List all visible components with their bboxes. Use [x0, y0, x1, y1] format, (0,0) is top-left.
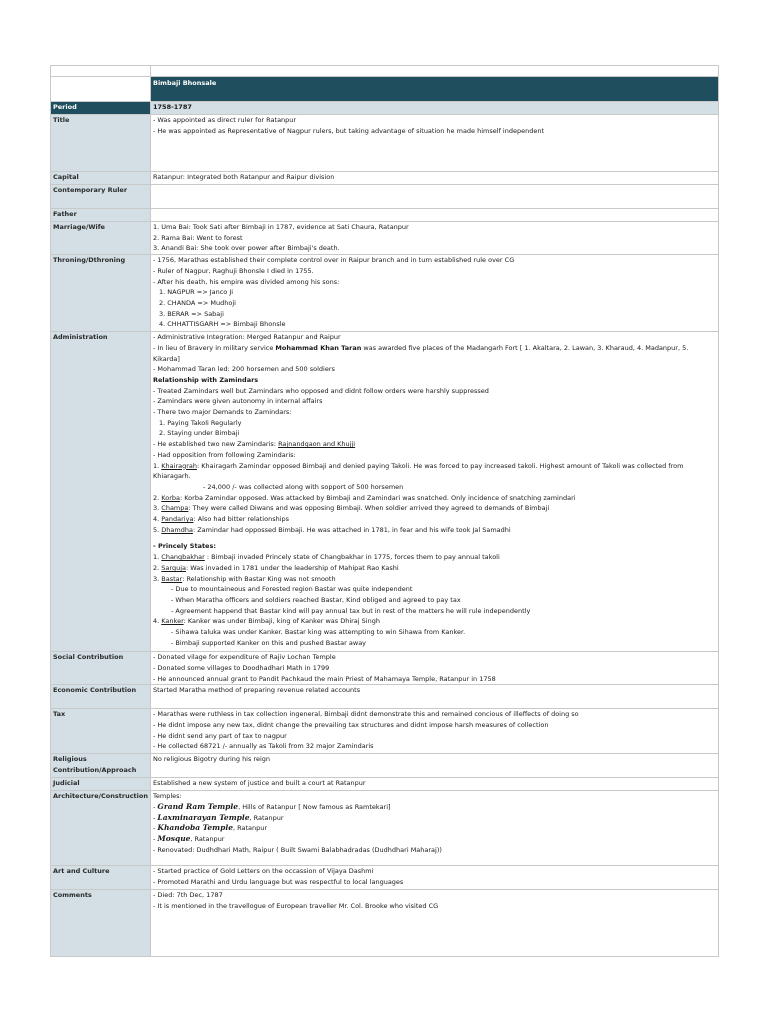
- text-run-underlined: Khairagrah: [161, 461, 198, 470]
- row-religious: [51, 754, 719, 778]
- text-line: Temples:: [153, 792, 182, 801]
- value-period: 1758-1787: [151, 102, 719, 115]
- value-marriage: [151, 222, 719, 255]
- temple-name: Khandoba Temple: [157, 823, 233, 833]
- value-father: [151, 209, 719, 222]
- text-run-bold: Mohammad Khan Taran: [275, 343, 362, 352]
- row-contemporary: [51, 185, 719, 209]
- text-run: : Khairagarh Zamindar opposed Bimbaji and denied paying Takoli. He was forced to pay increased takoli. Highest amount of Takoli was collected from Khiaragarh.: [153, 461, 684, 481]
- row-administration: [51, 332, 719, 652]
- text-run-underlined: Champa: [161, 504, 189, 513]
- text-line: - Started practice of Gold Letters on the occassion of Vijaya Dashmi: [153, 867, 374, 876]
- text-run: : They were called Diwans and was opposing Bimbaji. When soldier arrived they agreed to demands of Bimbaji: [188, 504, 550, 513]
- top-spacer-row: [51, 66, 719, 77]
- text-line: - Ruler of Nagpur, Raghuji Bhonsle I died in 1755.: [153, 266, 314, 275]
- row-father: [51, 209, 719, 222]
- text-line: - Was appointed as direct ruler for Ratanpur: [153, 116, 297, 124]
- label-economic: Economic Contribution: [51, 685, 151, 709]
- text-line: 3. Anandi Bai: She took over power after Bimbaji's death.: [153, 244, 340, 253]
- text-line: [153, 514, 716, 525]
- text-line: 1. NAGPUR => Janco Ji: [159, 288, 234, 297]
- row-art: [51, 866, 719, 890]
- text-run-underlined: Pandariya: [161, 515, 194, 524]
- text-line: [153, 834, 716, 845]
- text-line: [153, 574, 716, 585]
- text-line: - Died: 7th Dec, 1787: [153, 891, 223, 900]
- subheading: - Princely States:: [153, 542, 216, 551]
- text-run: 2.: [153, 493, 162, 502]
- ruler-profile-table: [50, 65, 719, 957]
- value-economic: Started Maratha method of preparing revenue related accounts: [151, 685, 719, 709]
- text-line: 1. Paying Takoli Regularly: [159, 418, 242, 427]
- text-line: [153, 343, 716, 364]
- text-line: 2. CHANDA => Mudhoji: [159, 298, 236, 307]
- row-architecture: [51, 791, 719, 866]
- text-line: 4. CHHATTISGARH => Bimbaji Bhonsle: [159, 320, 286, 329]
- text-run: -: [153, 813, 158, 822]
- header-blank-cell: [51, 77, 151, 102]
- text-line: - Donated some villages to Doodhadhari Math in 1799: [153, 663, 330, 672]
- label-tax: Tax: [51, 709, 151, 754]
- text-line: - He didnt send any part of tax to nagpur: [153, 731, 287, 740]
- value-comments: [151, 890, 719, 957]
- value-social: [151, 652, 719, 685]
- text-line: - Sihawa taluka was under Kanker. Bastar king was attempting to win Sihawa from Kanker.: [171, 628, 466, 637]
- text-run: : Bimbaji invaded Princely state of Changbakhar in 1775, forces them to pay annual takoli: [204, 553, 500, 562]
- row-throning: [51, 255, 719, 332]
- text-line: 3. BERAR => Sabaji: [159, 309, 224, 318]
- label-religious: Religious Contribution/Approach: [51, 754, 151, 778]
- text-run-underlined: Rajnandgaon and Khujji: [278, 440, 356, 449]
- text-run: - He established two new Zamindaris:: [153, 440, 279, 449]
- text-run-underlined: Korba: [161, 493, 180, 502]
- subheading: Relationship with Zamindars: [153, 375, 259, 384]
- text-line: - When Maratha officers and soldiers reached Bastar, Kind obliged and agreed to pay tax: [171, 595, 461, 604]
- temple-name: Laxminarayan Temple: [157, 812, 250, 822]
- text-run: : Zamindar had oppossed Bimbaji. He was attached in 1781, in fear and his wife took Jal Samadhi: [192, 525, 511, 534]
- text-run: : Korba Zamindar opposed. Was attacked by Bimbaji and Zamindari was snatched. Only incidence of snatching zamindari: [179, 493, 576, 502]
- spacer-cell: [51, 66, 151, 77]
- text-run: -: [153, 835, 158, 844]
- label-title: Title: [51, 115, 151, 172]
- value-title: [151, 115, 719, 172]
- text-line: - Mohammad Taran led: 200 horsemen and 500 soldiers: [153, 365, 335, 374]
- label-comments: Comments: [51, 890, 151, 957]
- text-line: - He was appointed as Representative of Nagpur rulers, but taking advantage of situation he made himself independent: [153, 126, 545, 135]
- text-line: [153, 813, 716, 824]
- text-run: : Was invaded in 1781 under the leadership of Mahipat Rao Kashi: [185, 563, 399, 572]
- temple-name: Grand Ram Temple: [157, 801, 239, 811]
- text-line: [153, 461, 716, 482]
- text-run: 3.: [153, 574, 162, 583]
- text-line: - After his death, his empire was divided among his sons:: [153, 277, 340, 286]
- label-administration: Administration: [51, 332, 151, 652]
- text-line: - Bimbaji supported Kanker on this and pushed Bastar away: [171, 638, 367, 647]
- text-line: - Donated vilage for expenditure of Rajiv Lochan Temple: [153, 653, 336, 662]
- text-run: , Ratanpur: [249, 813, 284, 822]
- text-line: [153, 503, 716, 514]
- text-line: [153, 616, 716, 627]
- text-line: - 24,000 /- was collected along with sopport of 500 horsemen: [203, 482, 404, 491]
- text-line: - Due to mountaineous and Forested region Bastar was quite independent: [171, 585, 413, 594]
- text-run: 4.: [153, 617, 162, 626]
- label-father: Father: [51, 209, 151, 222]
- text-run: 5.: [153, 525, 162, 534]
- label-capital: Capital: [51, 172, 151, 185]
- text-run: : Kanker was under Bimbaji, king of Kanker was Dhiraj Singh: [183, 617, 380, 626]
- text-run: 1.: [153, 461, 162, 470]
- text-run-underlined: Sarguja: [161, 563, 186, 572]
- row-marriage: [51, 222, 719, 255]
- value-throning: [151, 255, 719, 332]
- text-line: 1. Uma Bai: Took Sati after Bimbaji in 1787, evidence at Sati Chaura, Ratanpur: [153, 223, 409, 231]
- text-line: [153, 493, 716, 504]
- value-architecture: [151, 791, 719, 866]
- text-run: 4.: [153, 515, 162, 524]
- text-line: [153, 439, 716, 450]
- row-period: [51, 102, 719, 115]
- text-run: 1.: [153, 553, 162, 562]
- text-run-underlined: Kanker: [161, 617, 184, 626]
- row-comments: [51, 890, 719, 957]
- label-marriage: Marriage/Wife: [51, 222, 151, 255]
- value-art: [151, 866, 719, 890]
- text-run: 3.: [153, 504, 162, 513]
- value-religious: No religious Bigotry during his reign: [151, 754, 719, 778]
- text-line: - Promoted Marathi and Urdu language but was respectful to local languages: [153, 877, 404, 886]
- spacer-cell: [151, 66, 719, 77]
- row-capital: [51, 172, 719, 185]
- text-run: -: [153, 802, 158, 811]
- page-title: Bimbaji Bhonsale: [151, 77, 719, 102]
- text-line: - Marathas were ruthless in tax collection ingeneral, Bimbaji didnt demonstrate this and remained concious of illeffects of doing so: [153, 710, 579, 719]
- text-line: 2. Rama Bai: Went to forest: [153, 233, 243, 242]
- value-capital: Ratanpur: Integrated both Ratanpur and Raipur division: [151, 172, 719, 185]
- text-line: - Zamindars were given autonomy in internal affairs: [153, 397, 323, 406]
- text-run: , Ratanpur: [190, 835, 225, 844]
- row-tax: [51, 709, 719, 754]
- label-social: Social Contribution: [51, 652, 151, 685]
- text-run: was awarded five places of the Madangarh Fort [ 1. Akaltara, 2. Lawan, 3. Kharaud, 4. Madanpur, 5. Kikarda]: [153, 343, 689, 363]
- text-run-underlined: Changbakhar: [161, 553, 205, 562]
- text-run-underlined: Bastar: [161, 574, 183, 583]
- temple-name: Mosque: [157, 834, 191, 844]
- row-economic: [51, 685, 719, 709]
- text-line: [153, 802, 716, 813]
- text-line: - He didnt impose any new tax, didnt change the prevailing tax structures and didnt impose harsh measures of collection: [153, 720, 549, 729]
- label-contemporary: Contemporary Ruler: [51, 185, 151, 209]
- label-judicial: Judicial: [51, 778, 151, 791]
- row-title: [51, 115, 719, 172]
- label-throning: Throning/Dthroning: [51, 255, 151, 332]
- text-line: - Renovated: Dudhdhari Math, Raipur ( Built Swami Balabhadradas (Dudhdhari Maharaj)): [153, 845, 442, 854]
- text-line: - There two major Demands to Zamindars:: [153, 408, 292, 417]
- text-line: - It is mentioned in the travellogue of European traveller Mr. Col. Brooke who visited CG: [153, 901, 439, 910]
- row-social: [51, 652, 719, 685]
- text-run: : Also had bitter relationships: [193, 515, 290, 524]
- value-administration: [151, 332, 719, 652]
- value-tax: [151, 709, 719, 754]
- text-line: - Treated Zamindars well but Zamindars who opposed and didnt follow orders were harshly suppressed: [153, 386, 489, 395]
- text-line: [153, 563, 716, 574]
- label-period: Period: [51, 102, 151, 115]
- text-run: : Relationship with Bastar King was not smooth: [182, 574, 336, 583]
- text-line: [153, 552, 716, 563]
- text-line: - Had opposition from following Zamindaris:: [153, 450, 296, 459]
- text-line: 2. Staying under Bimbaji: [159, 429, 240, 438]
- text-line: [153, 823, 716, 834]
- value-contemporary: [151, 185, 719, 209]
- text-line: - 1756, Marathas established their complete control over in Raipur branch and in turn established rule over CG: [153, 256, 515, 265]
- text-run: 2.: [153, 563, 162, 572]
- text-run: -: [153, 824, 158, 833]
- text-line: - Administrative Integration: Merged Ratanpur and Raipur: [153, 333, 341, 342]
- text-run-underlined: Dhamdha: [161, 525, 193, 534]
- text-run: , Hills of Ratanpur [ Now famous as Ramtekari]: [238, 802, 391, 811]
- text-line: [153, 525, 716, 536]
- header-row: [51, 77, 719, 102]
- text-line: - He announced annual grant to Pandit Pachkaud the main Priest of Mahamaya Temple, Ratanpur in 1758: [153, 674, 496, 683]
- text-line: - Agreement happend that Bastar kind will pay annual tax but in rest of the matters he will rule independently: [171, 606, 531, 615]
- label-art: Art and Culture: [51, 866, 151, 890]
- text-run: , Ratanpur: [232, 824, 268, 833]
- label-architecture: Architecture/Construction: [51, 791, 151, 866]
- text-line: - He collected 68721 /- annually as Takoli from 32 major Zamindaris: [153, 742, 374, 751]
- row-judicial: [51, 778, 719, 791]
- text-run: - In lieu of Bravery in military service: [153, 343, 276, 352]
- value-judicial: Established a new system of justice and built a court at Ratanpur: [151, 778, 719, 791]
